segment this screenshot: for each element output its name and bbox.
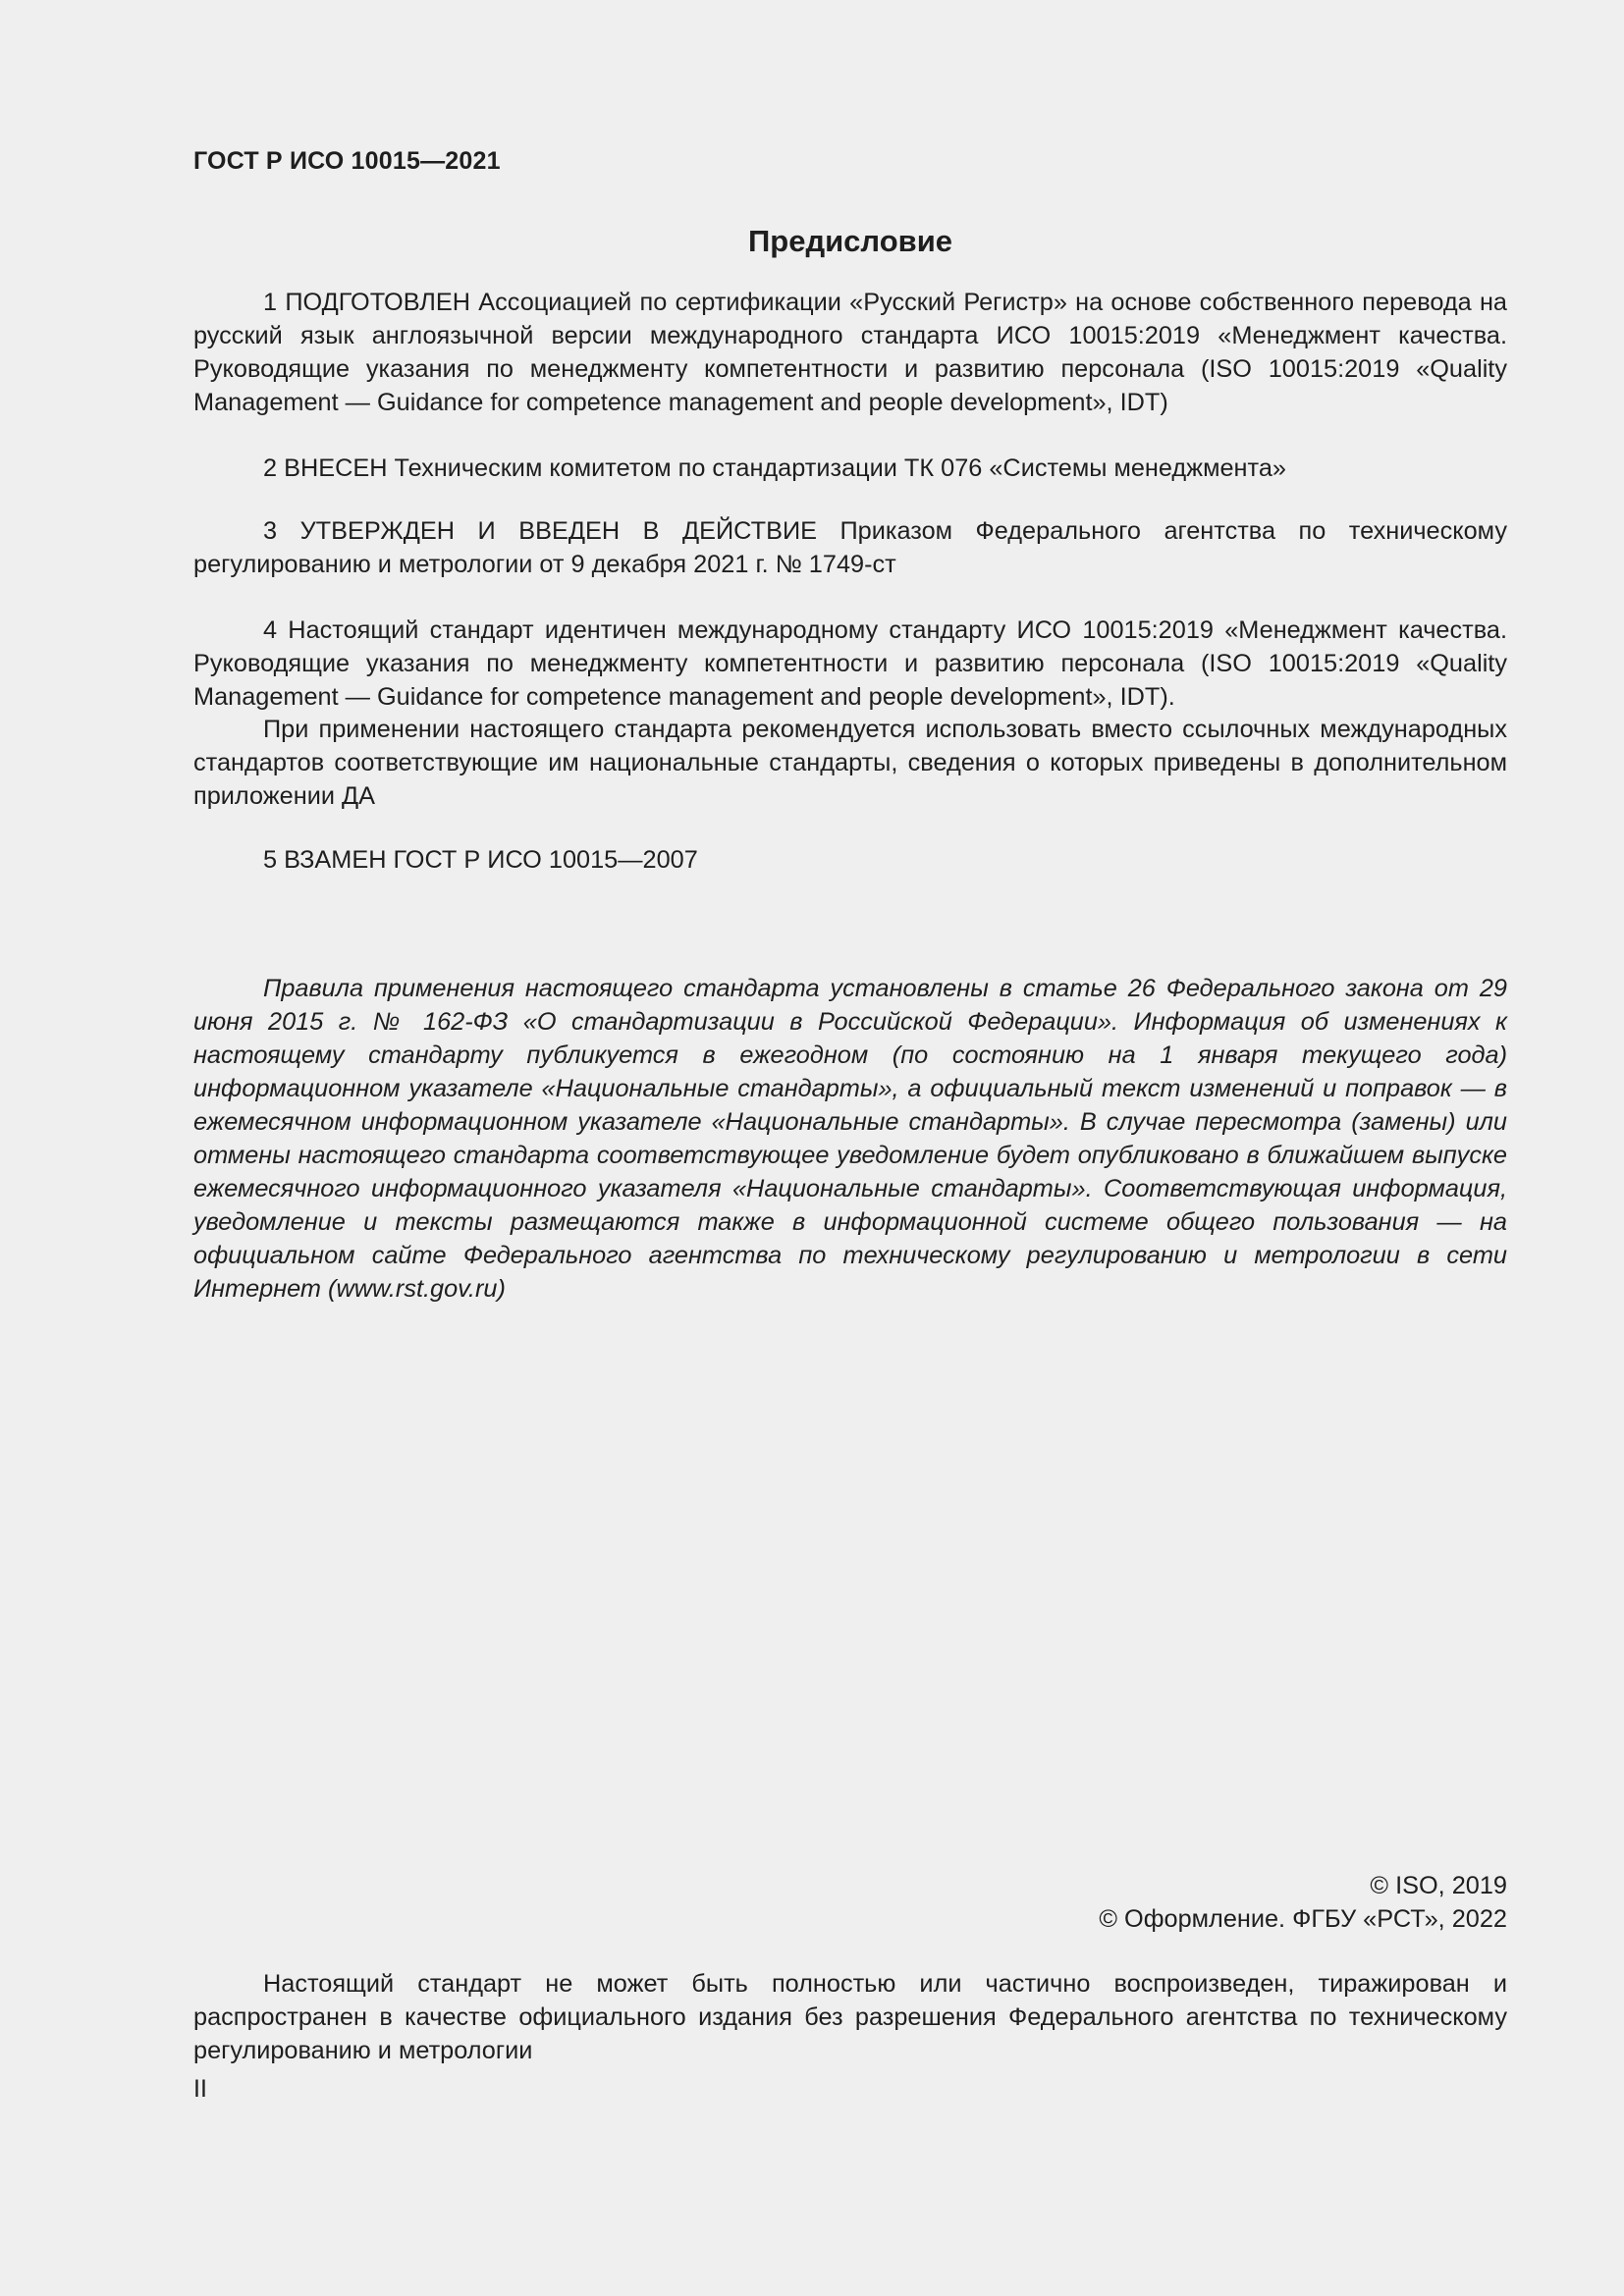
copyright-rst: © Оформление. ФГБУ «РСТ», 2022 xyxy=(1099,1905,1507,1933)
paragraph-rules-notice: Правила применения настоящего стандарта установлены в статье 26 Федерального закона от 29 июня 2015 г. № 162-ФЗ «О стандартизации в Российской Федерации». Информация об изменениях к настоящему стандарту публикуется в ежегодном (по состоянию на 1 января текущего года) информационном указателе «Национальные стандарты», а официальный текст изменений и поправок — в ежемесячном информационном указателе «Национальные стандарты». В случае пересмотра (замены) или отмены настоящего стандарта соответствующее уведомление будет опубликовано в ближайшем выпуске ежемесячного информационного указателя «Национальные стандарты». Соответствующая информация, уведомление и тексты размещаются также в информационной системе общего пользования — на официальном сайте Федерального агентства по техническому регулированию и метрологии в сети Интернет (www.rst.gov.ru) xyxy=(193,975,1507,1303)
document-code: ГОСТ Р ИСО 10015—2021 xyxy=(193,147,501,175)
page-title: Предисловие xyxy=(747,224,952,258)
paragraph-replaces: 5 ВЗАМЕН ГОСТ Р ИСО 10015—2007 xyxy=(263,846,698,874)
paragraph-introduced: 2 ВНЕСЕН Техническим комитетом по стандартизации ТК 076 «Системы менеджмента» xyxy=(263,454,1286,482)
paragraph-prepared: 1 ПОДГОТОВЛЕН Ассоциацией по сертификации «Русский Регистр» на основе собственного перевода на русский язык англоязычной версии международного стандарта ИСО 10015:2019 «Менеджмент качества. Руководящие указания по менеджменту компетентности и развитию персонала (ISO 10015:2019 «Quality Management — Guidance for competence management and people development», IDT) xyxy=(193,289,1507,416)
paragraph-reproduction-notice: Настоящий стандарт не может быть полностью или частично воспроизведен, тиражирован и распространен в качестве официального издания без разрешения Федерального агентства по техническому регулированию и метрологии xyxy=(193,1970,1507,2064)
paragraph-approved: 3 УТВЕРЖДЕН И ВВЕДЕН В ДЕЙСТВИЕ Приказом Федерального агентства по техническому регулированию и метрологии от 9 декабря 2021 г. № 1749-ст xyxy=(193,517,1507,578)
page-number: II xyxy=(193,2075,207,2103)
paragraph-identical: 4 Настоящий стандарт идентичен международному стандарту ИСО 10015:2019 «Менеджмент качества. Руководящие указания по менеджменту компетентности и развитию персонала (ISO 10015:2019 «Quality Management — Guidance for competence management and people development», IDT). xyxy=(193,616,1507,711)
copyright-iso: © ISO, 2019 xyxy=(1370,1872,1507,1899)
paragraph-application: При применении настоящего стандарта рекомендуется использовать вместо ссылочных международных стандартов соответствующие им национальные стандарты, сведения о которых приведены в дополнительном приложении ДА xyxy=(193,716,1507,810)
document-page xyxy=(193,0,1507,2296)
